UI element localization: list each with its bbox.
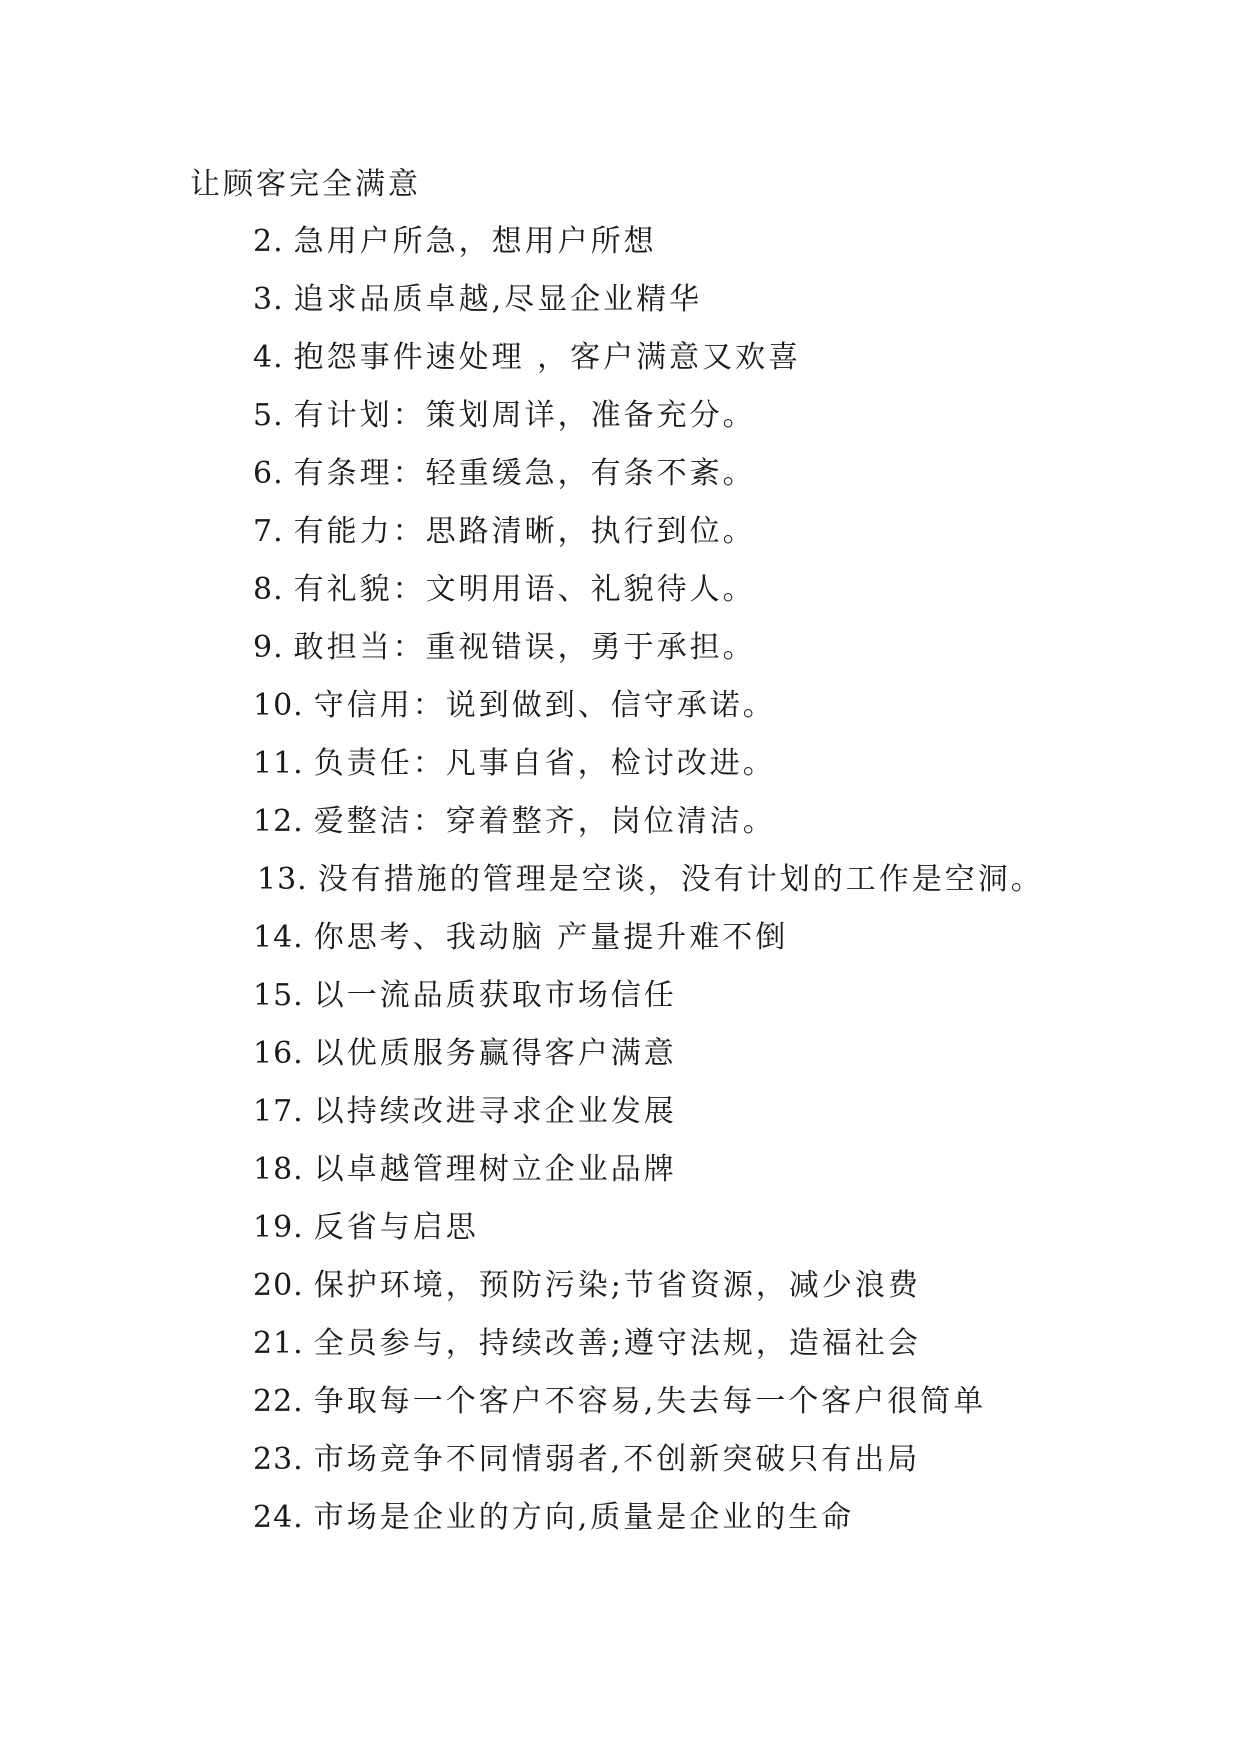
list-item	[253, 1034, 677, 1074]
list-item	[253, 802, 776, 842]
list-item	[253, 280, 702, 320]
list-item	[253, 1324, 921, 1364]
list-item	[253, 686, 776, 726]
list-item	[253, 222, 657, 262]
list-item	[257, 860, 1044, 900]
list-item-text: 没有措施的管理是空谈，没有计划的工作是空洞。	[317, 862, 1044, 897]
list-item-text: 以卓越管理树立企业品牌	[313, 1152, 677, 1187]
list-item	[253, 512, 756, 552]
list-item	[253, 1440, 920, 1480]
list-item-number: 11.	[253, 746, 304, 781]
list-item-number: 9.	[253, 630, 284, 665]
list-item-text: 有礼貌：文明用语、礼貌待人。	[293, 572, 756, 607]
list-item	[253, 1382, 986, 1422]
list-item	[253, 744, 776, 784]
list-item	[253, 1208, 479, 1248]
list-item	[253, 454, 756, 494]
list-item-number: 12.	[253, 804, 304, 839]
list-item-text: 有条理：轻重缓急，有条不紊。	[293, 456, 756, 491]
list-item-number: 22.	[253, 1384, 304, 1419]
list-item	[253, 1092, 677, 1132]
list-item-number: 21.	[253, 1326, 304, 1361]
list-item-number: 3.	[253, 282, 284, 317]
list-item-text: 以持续改进寻求企业发展	[313, 1094, 677, 1129]
list-item-number: 14.	[253, 920, 304, 955]
list-item	[253, 918, 788, 958]
list-item-text: 有能力：思路清晰，执行到位。	[293, 514, 756, 549]
list-item-text: 有计划：策划周详，准备充分。	[293, 398, 756, 433]
list-item	[253, 396, 756, 436]
list-item-number: 8.	[253, 572, 284, 607]
list-item-text: 负责任：凡事自省，检讨改进。	[313, 746, 776, 781]
list-item-number: 16.	[253, 1036, 304, 1071]
list-item-text: 保护环境，预防污染;节省资源，减少浪费	[313, 1268, 921, 1303]
list-item-text: 反省与启思	[313, 1210, 479, 1245]
list-item-number: 10.	[253, 688, 304, 723]
list-item-text: 追求品质卓越,尽显企业精华	[293, 282, 703, 317]
list-item-number: 20.	[253, 1268, 304, 1303]
list-item-text: 以优质服务赢得客户满意	[313, 1036, 677, 1071]
list-item-number: 24.	[253, 1500, 304, 1535]
list-item-number: 4.	[253, 340, 284, 375]
list-item-number: 13.	[257, 862, 308, 897]
list-item-text: 争取每一个客户不容易,失去每一个客户很简单	[313, 1384, 987, 1419]
list-item-text: 以一流品质获取市场信任	[313, 978, 677, 1013]
list-item-number: 23.	[253, 1442, 304, 1477]
list-item	[253, 338, 801, 378]
list-item-text: 市场竞争不同情弱者,不创新突破只有出局	[313, 1442, 921, 1477]
list-item-text: 急用户所急，想用户所想	[293, 224, 657, 259]
list-item-number: 18.	[253, 1152, 304, 1187]
list-item-number: 6.	[253, 456, 284, 491]
list-item-number: 2.	[253, 224, 284, 259]
list-item	[253, 1150, 677, 1190]
list-item-text: 市场是企业的方向,质量是企业的生命	[313, 1500, 855, 1535]
list-item-text: 敢担当：重视错误，勇于承担。	[293, 630, 756, 665]
list-item-number: 19.	[253, 1210, 304, 1245]
list-item	[253, 1498, 854, 1538]
list-item-number: 5.	[253, 398, 284, 433]
list-item-text: 守信用：说到做到、信守承诺。	[313, 688, 776, 723]
list-item-number: 7.	[253, 514, 284, 549]
list-item-number: 15.	[253, 978, 304, 1013]
document-heading: 让顾客完全满意	[190, 167, 421, 202]
list-item	[253, 628, 756, 668]
list-item-text: 全员参与，持续改善;遵守法规，造福社会	[313, 1326, 921, 1361]
list-item-text: 你思考、我动脑 产量提升难不倒	[313, 920, 789, 955]
list-item	[253, 976, 677, 1016]
list-item-text: 抱怨事件速处理 ，客户满意又欢喜	[293, 340, 802, 375]
list-item	[253, 1266, 921, 1306]
list-item	[253, 570, 756, 610]
list-item-number: 17.	[253, 1094, 304, 1129]
list-item-text: 爱整洁：穿着整齐，岗位清洁。	[313, 804, 776, 839]
